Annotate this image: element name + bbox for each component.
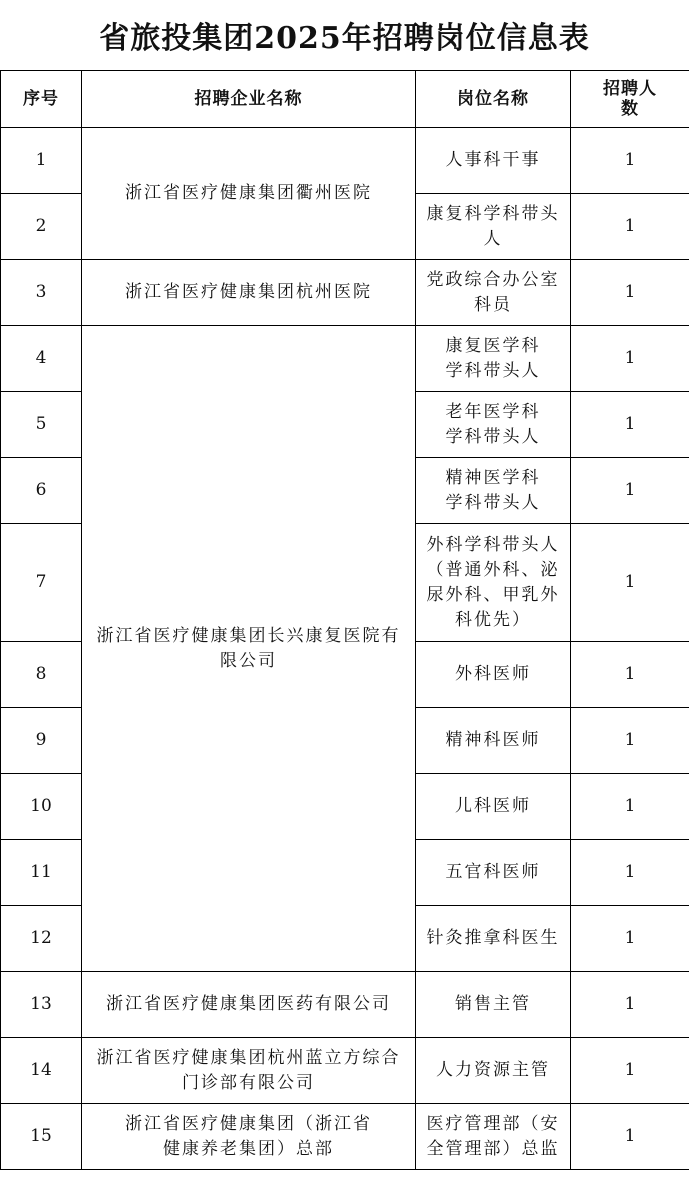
row-no: 3 [1,260,82,326]
company-cell: 浙江省医疗健康集团衢州医院 [82,128,416,260]
position-cell: 外科学科带头人（普通外科、泌尿外科、甲乳外科优先） [416,524,571,642]
row-no: 13 [1,972,82,1038]
table-row [1,1104,689,1170]
page-title: 省旅投集团2025年招聘岗位信息表 [99,21,590,56]
position-cell: 康复科学科带头人 [416,194,571,260]
count-cell: 1 [571,458,689,524]
header-count: 招聘人数 [571,71,689,128]
count-cell: 1 [571,524,689,642]
row-no: 14 [1,1038,82,1104]
position-cell: 人力资源主管 [416,1038,571,1104]
table-row [1,1038,689,1104]
count-cell: 1 [571,642,689,708]
row-no: 12 [1,906,82,972]
row-no: 2 [1,194,82,260]
table-row [1,972,689,1038]
company-cell: 浙江省医疗健康集团（浙江省健康养老集团）总部 [82,1104,416,1170]
recruitment-table [0,70,689,1170]
company-cell: 浙江省医疗健康集团杭州医院 [82,260,416,326]
row-no: 10 [1,774,82,840]
table-row [1,326,689,392]
count-cell: 1 [571,260,689,326]
table-row [1,128,689,194]
row-no: 11 [1,840,82,906]
row-no: 1 [1,128,82,194]
row-no: 7 [1,524,82,642]
table-row [1,260,689,326]
company-cell: 浙江省医疗健康集团医药有限公司 [82,972,416,1038]
row-no: 8 [1,642,82,708]
position-cell: 销售主管 [416,972,571,1038]
position-cell: 康复医学科学科带头人 [416,326,571,392]
position-cell: 精神医学科学科带头人 [416,458,571,524]
position-cell: 人事科干事 [416,128,571,194]
count-cell: 1 [571,326,689,392]
row-no: 9 [1,708,82,774]
count-cell: 1 [571,392,689,458]
company-cell: 浙江省医疗健康集团杭州蓝立方综合门诊部有限公司 [82,1038,416,1104]
position-cell: 精神科医师 [416,708,571,774]
position-cell: 儿科医师 [416,774,571,840]
table-header-row [1,71,689,128]
count-cell: 1 [571,708,689,774]
header-no: 序号 [1,71,82,128]
count-cell: 1 [571,972,689,1038]
count-cell: 1 [571,128,689,194]
count-cell: 1 [571,1104,689,1170]
count-cell: 1 [571,774,689,840]
row-no: 5 [1,392,82,458]
count-cell: 1 [571,906,689,972]
position-cell: 五官科医师 [416,840,571,906]
position-cell: 针灸推拿科医生 [416,906,571,972]
count-cell: 1 [571,840,689,906]
count-cell: 1 [571,194,689,260]
position-cell: 外科医师 [416,642,571,708]
row-no: 4 [1,326,82,392]
position-cell: 党政综合办公室科员 [416,260,571,326]
position-cell: 医疗管理部（安全管理部）总监 [416,1104,571,1170]
position-cell: 老年医学科学科带头人 [416,392,571,458]
company-cell: 浙江省医疗健康集团长兴康复医院有限公司 [82,326,416,972]
header-position: 岗位名称 [416,71,571,128]
row-no: 15 [1,1104,82,1170]
row-no: 6 [1,458,82,524]
count-cell: 1 [571,1038,689,1104]
header-company: 招聘企业名称 [82,71,416,128]
